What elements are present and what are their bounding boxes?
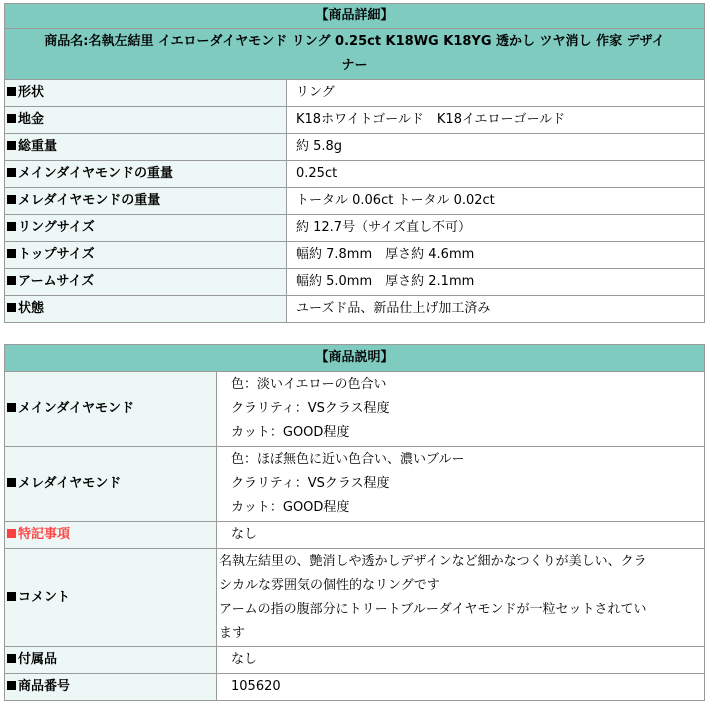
comment-line: ます (219, 625, 246, 641)
special-notes-value: なし (217, 522, 705, 549)
bullet-square-icon (7, 195, 16, 204)
product-description-table (4, 344, 705, 701)
comment-row (5, 549, 705, 647)
bullet-square-icon (7, 303, 16, 312)
bullet-square-icon (7, 249, 16, 258)
row-value-top-size: 幅約 7.8mm 厚さ約 4.6mm (287, 242, 705, 269)
main-diamond-cut: カット：GOOD程度 (231, 425, 350, 440)
comment-line: シカルな雰囲気の個性的なリングです (219, 577, 440, 593)
comment-label: コメント (18, 589, 71, 605)
details-header: 【商品詳細】 (5, 4, 705, 29)
row-label-arm-size: アームサイズ (18, 274, 95, 289)
row-label-top-size: トップサイズ (18, 247, 95, 262)
description-header: 【商品説明】 (5, 345, 705, 372)
details-row (5, 269, 705, 296)
bullet-square-icon (7, 141, 16, 150)
row-label-condition: 状態 (18, 301, 45, 316)
product-title-line2: ナー (341, 58, 368, 73)
bullet-square-icon (7, 478, 16, 487)
melee-diamond-details (217, 447, 705, 522)
comment-line: アームの指の腹部分にトリートブルーダイヤモンドが一粒セットされてい (219, 601, 647, 617)
row-label-main-diamond-weight: メインダイヤモンドの重量 (18, 166, 173, 181)
accessories-row (5, 647, 705, 674)
details-row (5, 80, 705, 107)
row-value-condition: ユーズド品、新品仕上げ加工済み (287, 296, 705, 323)
melee-diamond-clarity: クラリティ：VSクラス程度 (231, 476, 390, 491)
product-number-value: 105620 (217, 674, 705, 701)
row-value-metal: K18ホワイトゴールド K18イエローゴールド (287, 107, 705, 134)
row-value-melee-diamond-weight: トータル 0.06ct トータル 0.02ct (287, 188, 705, 215)
bullet-square-icon (7, 654, 16, 663)
details-row (5, 215, 705, 242)
accessories-label: 付属品 (18, 652, 58, 667)
details-row (5, 134, 705, 161)
melee-diamond-color: 色：ほぼ無色に近い色合い、濃いブルー (231, 452, 465, 467)
row-value-shape: リング (287, 80, 705, 107)
bullet-square-icon (7, 222, 16, 231)
details-row (5, 161, 705, 188)
bullet-square-icon (7, 592, 16, 601)
row-value-ring-size: 約 12.7号（サイズ直し不可） (287, 215, 705, 242)
product-number-row (5, 674, 705, 701)
melee-diamond-label: メレダイヤモンド (18, 476, 122, 491)
row-label-ring-size: リングサイズ (18, 220, 95, 235)
bullet-square-icon (7, 114, 16, 123)
details-row (5, 188, 705, 215)
details-row (5, 242, 705, 269)
main-diamond-clarity: クラリティ：VSクラス程度 (231, 401, 390, 416)
melee-diamond-row (5, 447, 705, 522)
main-diamond-label: メインダイヤモンド (18, 401, 134, 416)
main-diamond-details (217, 372, 705, 447)
row-label-shape: 形状 (18, 85, 45, 100)
row-value-total-weight: 約 5.8g (287, 134, 705, 161)
bullet-square-icon (7, 276, 16, 285)
bullet-square-icon (7, 168, 16, 177)
row-value-main-diamond-weight: 0.25ct (287, 161, 705, 188)
product-details-table (4, 3, 705, 323)
row-label-total-weight: 総重量 (18, 139, 58, 154)
row-value-arm-size: 幅約 5.0mm 厚さ約 2.1mm (287, 269, 705, 296)
bullet-square-icon (7, 681, 16, 690)
accessories-value: なし (217, 647, 705, 674)
comment-text (217, 549, 705, 647)
special-notes-row (5, 522, 705, 549)
bullet-square-icon (7, 403, 16, 412)
product-number-label: 商品番号 (18, 679, 71, 694)
main-diamond-color: 色：淡いイエローの色合い (231, 377, 387, 392)
row-label-melee-diamond-weight: メレダイヤモンドの重量 (18, 193, 161, 208)
main-diamond-row (5, 372, 705, 447)
row-label-metal: 地金 (18, 112, 45, 127)
comment-line: 名執左結里の、艶消しや透かしデザインなど細かなつくりが美しい、クラ (219, 553, 647, 569)
details-row (5, 107, 705, 134)
melee-diamond-cut: カット：GOOD程度 (231, 500, 350, 515)
product-title (5, 29, 705, 80)
bullet-square-icon (7, 87, 16, 96)
special-notes-label: 特記事項 (18, 527, 71, 542)
details-row (5, 296, 705, 323)
product-title-line1: 商品名:名執左結里 イエローダイヤモンド リング 0.25ct K18WG K18YG 透かし ツヤ消し 作家 デザイ (44, 34, 665, 49)
bullet-square-icon (7, 529, 16, 538)
